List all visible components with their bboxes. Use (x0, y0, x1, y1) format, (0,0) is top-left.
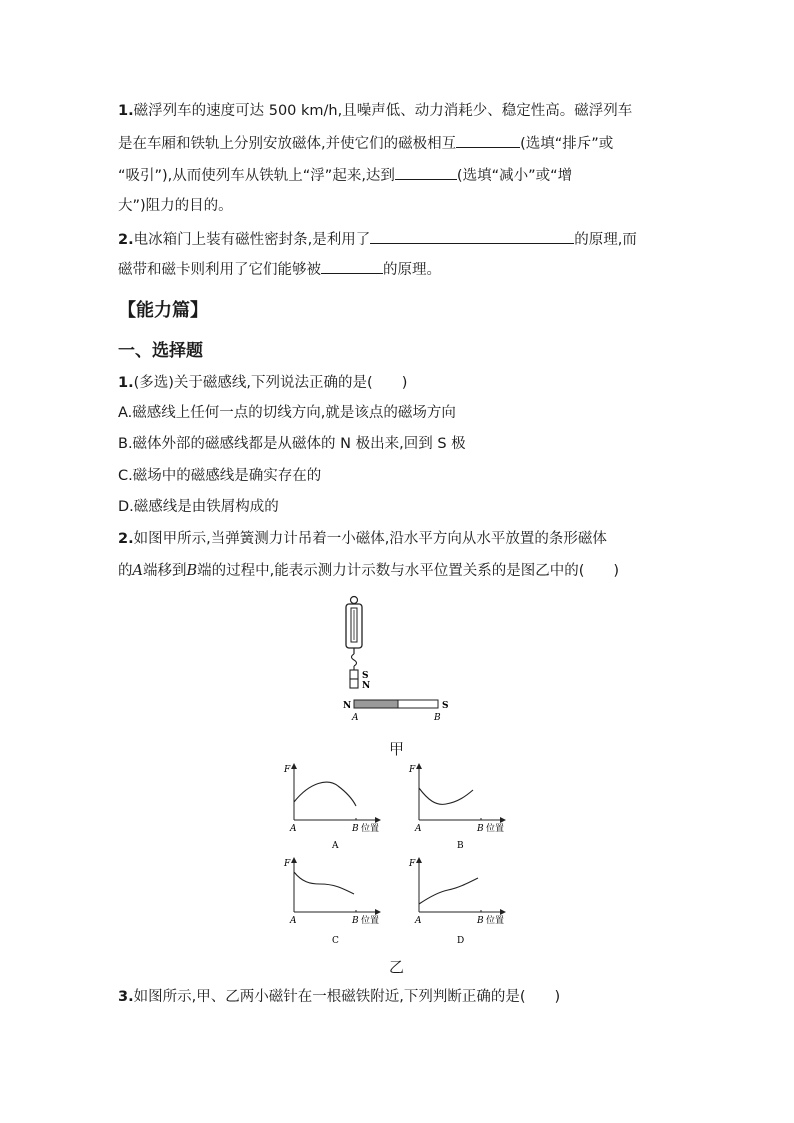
q1-line3 (118, 164, 572, 186)
small-magnet-s-label: S (362, 671, 369, 681)
mc2-stem-line2 (118, 561, 619, 581)
q2-text-line1a: 电冰箱门上装有磁性密封条,是利用了 (133, 232, 371, 248)
graph-d (408, 859, 504, 946)
q1-text-line3b: (选填“减小”或“增 (456, 168, 573, 184)
q2-blank1[interactable] (370, 228, 574, 244)
q2-text-line2b: 的原理。 (383, 262, 441, 278)
bar-magnet-end-a: A (352, 713, 359, 723)
spring-scale-icon (346, 597, 362, 671)
q2-line1 (118, 228, 637, 250)
figure-jia (330, 592, 470, 728)
graph-d-curve (419, 878, 478, 904)
graph-d-x-start: A (415, 916, 422, 926)
figure-yi (280, 760, 520, 950)
mc2-stem-text2b: 端移到 (142, 563, 187, 579)
graph-b-curve (419, 788, 473, 804)
small-magnet-n-label: N (362, 681, 371, 691)
mc3-stem (118, 987, 560, 1007)
q1-line1 (118, 101, 632, 121)
mc1-option-c: C.磁场中的磁感线是确实存在的 (118, 468, 322, 484)
graph-c-y-label: F (284, 859, 291, 869)
graph-d-x-unit: 位置 (486, 916, 505, 926)
graph-d-label: D (457, 936, 465, 946)
q1-text-line3a: “吸引”),从而使列车从铁轨上“浮”起来,达到 (118, 168, 395, 184)
graph-a-x-end: B (352, 824, 359, 834)
mc1-option-b: B.磁体外部的磁感线都是从磁体的 N 极出来,回到 S 极 (118, 436, 466, 452)
mc3-number: 3. (118, 989, 134, 1005)
graph-b-x-unit: 位置 (486, 824, 505, 834)
graph-c-curve (294, 872, 354, 894)
q2-line2 (118, 258, 441, 280)
bar-magnet-s-label: S (442, 701, 449, 711)
graph-a-label: A (332, 841, 339, 851)
mc1-option-a: A.磁感线上任何一点的切线方向,就是该点的磁场方向 (118, 405, 456, 421)
graph-a-curve (294, 782, 356, 806)
graph-b-x-end: B (477, 824, 484, 834)
q2-text-line2a: 磁带和磁卡则利用了它们能够被 (118, 262, 321, 278)
mc1-number: 1. (118, 375, 134, 391)
q2-number: 2. (118, 232, 134, 248)
q1-blank1[interactable] (456, 132, 520, 148)
graph-c (283, 859, 379, 946)
q1-blank2[interactable] (395, 164, 457, 180)
q2-text-line1b: 的原理,而 (574, 232, 637, 248)
q1-text-line2b: (选填“排斥”或 (520, 136, 614, 152)
graph-b-label: B (457, 841, 464, 851)
q2-blank2[interactable] (321, 258, 383, 274)
figure-yi-caption: 乙 (389, 958, 405, 976)
q1-number: 1. (118, 103, 134, 119)
section-title: 【能力篇】 (118, 300, 208, 321)
graph-c-label: C (332, 936, 339, 946)
mc1-stem (118, 373, 407, 393)
bar-magnet (343, 700, 449, 723)
mc2-stem-line1 (118, 529, 607, 549)
mc2-stem-B: B (186, 563, 198, 579)
bar-magnet-n-label: N (343, 701, 352, 711)
mc2-stem-A: A (132, 563, 143, 579)
figure-jia-caption: 甲 (389, 740, 405, 758)
mc2-stem-text1: 如图甲所示,当弹簧测力计吊着一小磁体,沿水平方向从水平放置的条形磁体 (133, 531, 607, 547)
graph-a-x-unit: 位置 (361, 824, 380, 834)
q1-line2 (118, 132, 613, 154)
graph-d-y-label: F (409, 859, 416, 869)
q1-text-line1: 磁浮列车的速度可达 500 km/h,且噪声低、动力消耗少、稳定性高。磁浮列车 (133, 103, 633, 119)
graph-b (408, 765, 504, 851)
graph-a-x-start: A (290, 824, 297, 834)
q1-text-line2a: 是在车厢和铁轨上分别安放磁体,并使它们的磁极相互 (118, 136, 457, 152)
graph-c-x-start: A (290, 916, 297, 926)
graph-a-y-label: F (284, 765, 291, 775)
mc1-stem-text: (多选)关于磁感线,下列说法正确的是( ) (133, 375, 408, 391)
mc3-stem-text: 如图所示,甲、乙两小磁针在一根磁铁附近,下列判断正确的是( ) (133, 989, 561, 1005)
subsection-title: 一、选择题 (118, 341, 203, 361)
graph-c-x-unit: 位置 (361, 916, 380, 926)
q1-text-line4: 大”)阻力的目的。 (118, 198, 233, 214)
q1-line4 (118, 196, 233, 216)
mc2-number: 2. (118, 531, 134, 547)
small-magnet (350, 670, 370, 691)
graph-d-x-end: B (477, 916, 484, 926)
graph-b-x-start: A (415, 824, 422, 834)
graph-a (283, 765, 379, 851)
mc1-option-d: D.磁感线是由铁屑构成的 (118, 499, 279, 515)
mc2-stem-text2c: 端的过程中,能表示测力计示数与水平位置关系的是图乙中的( ) (197, 563, 620, 579)
graph-b-y-label: F (409, 765, 416, 775)
mc2-stem-text2a: 的 (118, 563, 133, 579)
bar-magnet-end-b: B (434, 713, 441, 723)
graph-c-x-end: B (352, 916, 359, 926)
